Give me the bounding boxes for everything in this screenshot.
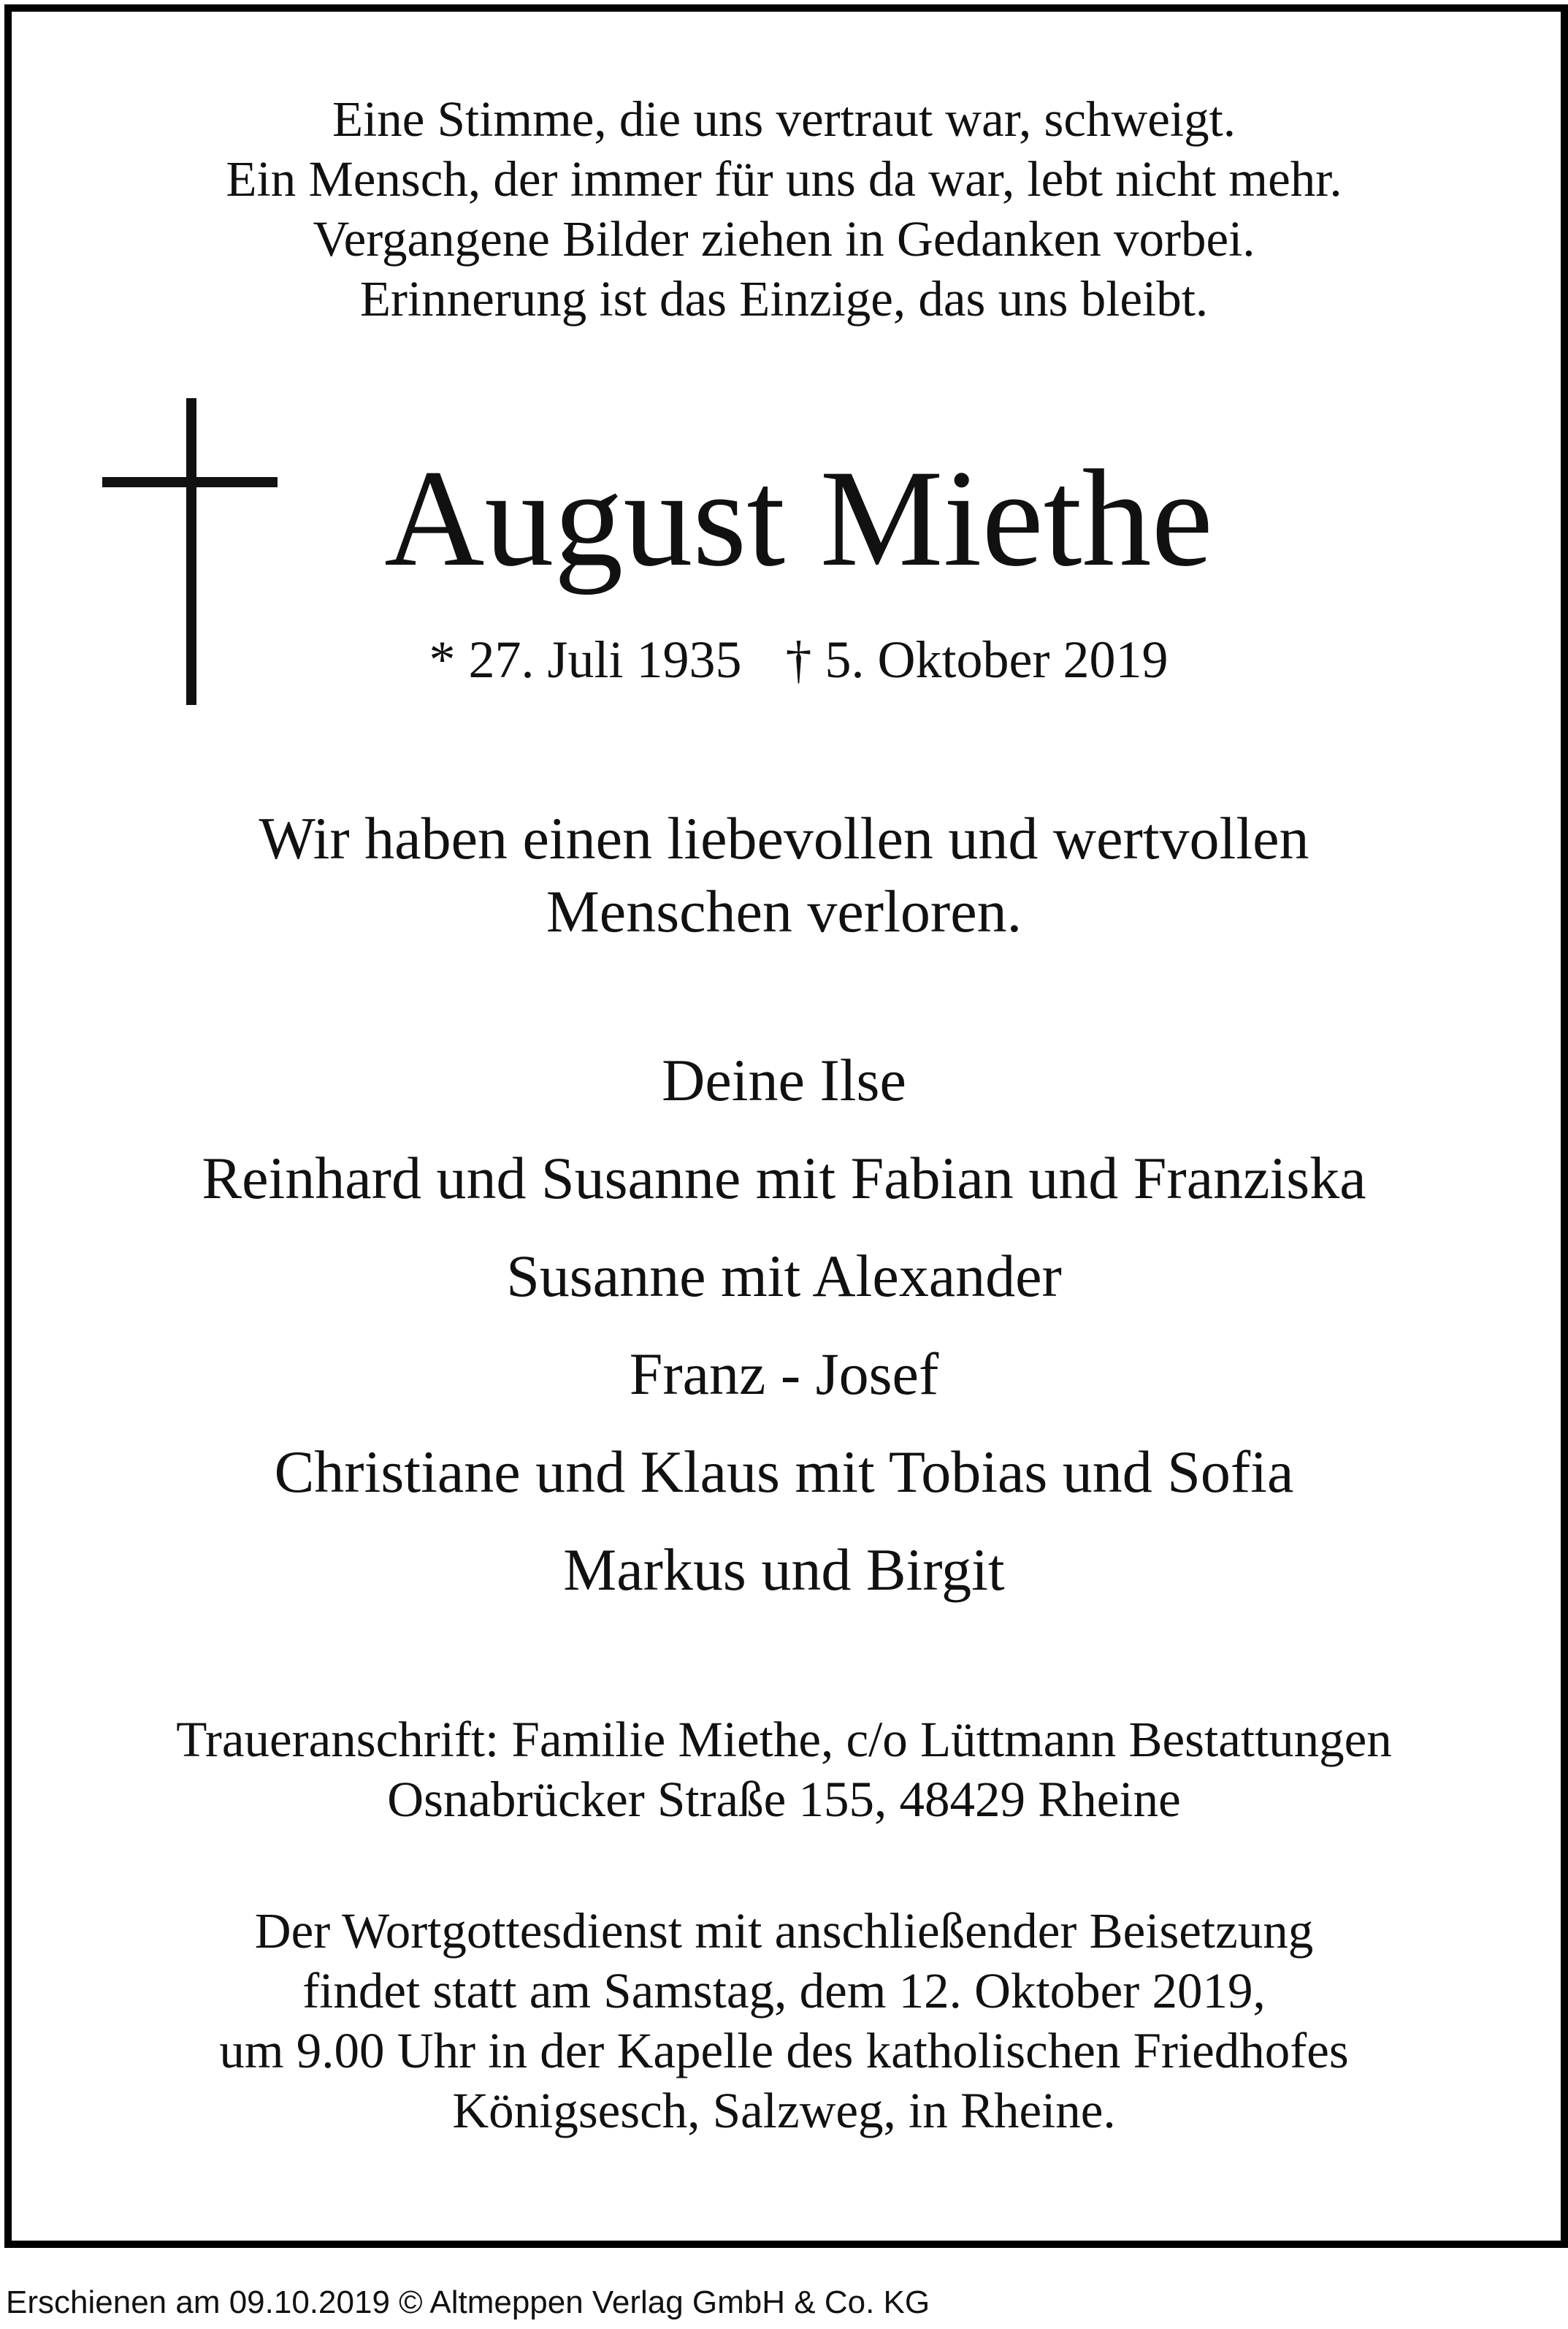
mourner-line: Franz - Josef — [629, 1341, 939, 1407]
service-details — [0, 1901, 1568, 2141]
death-date: † 5. Oktober 2019 — [785, 630, 1169, 689]
mourner-line: Susanne mit Alexander — [506, 1243, 1062, 1309]
service-line: Königsesch, Salzweg, in Rheine. — [452, 2083, 1116, 2138]
mourner-line: Markus und Birgit — [563, 1536, 1005, 1603]
message-line: Menschen verloren. — [546, 878, 1022, 945]
service-line: findet statt am Samstag, dem 12. Oktober 2019, — [302, 1963, 1266, 2019]
poem — [0, 89, 1568, 329]
poem-line: Eine Stimme, die uns vertraut war, schweigt. — [332, 91, 1236, 147]
deceased-name: August Miethe — [384, 442, 1213, 595]
poem-line: Ein Mensch, der immer für uns da war, lebt nicht mehr. — [226, 151, 1342, 207]
publication-footer: Erschienen am 09.10.2019 © Altmeppen Verlag GmbH & Co. KG — [6, 2284, 930, 2320]
birth-date: * 27. Juli 1935 — [429, 630, 742, 689]
poem-line: Vergangene Bilder ziehen in Gedanken vorbei. — [313, 211, 1255, 267]
message-line: Wir haben einen liebevollen und wertvollen — [259, 805, 1309, 872]
mourner-line: Christiane und Klaus mit Tobias und Sofia — [274, 1438, 1294, 1505]
address-line: Osnabrücker Straße 155, 48429 Rheine — [387, 1772, 1181, 1827]
mourning-address — [0, 1709, 1568, 1829]
life-dates — [29, 627, 1568, 693]
address-line: Traueranschrift: Familie Miethe, c/o Lüttmann Bestattungen — [176, 1712, 1392, 1767]
farewell-message — [0, 802, 1568, 948]
poem-line: Erinnerung ist das Einzige, das uns bleibt. — [359, 271, 1209, 327]
mourner-line: Deine Ilse — [662, 1047, 906, 1113]
service-line: Der Wortgottesdienst mit anschließender Beisetzung — [254, 1903, 1314, 1959]
service-line: um 9.00 Uhr in der Kapelle des katholischen Friedhofes — [219, 2023, 1349, 2078]
mourner-line: Reinhard und Susanne mit Fabian und Franziska — [202, 1145, 1366, 1211]
mourners-list — [0, 1032, 1568, 1619]
